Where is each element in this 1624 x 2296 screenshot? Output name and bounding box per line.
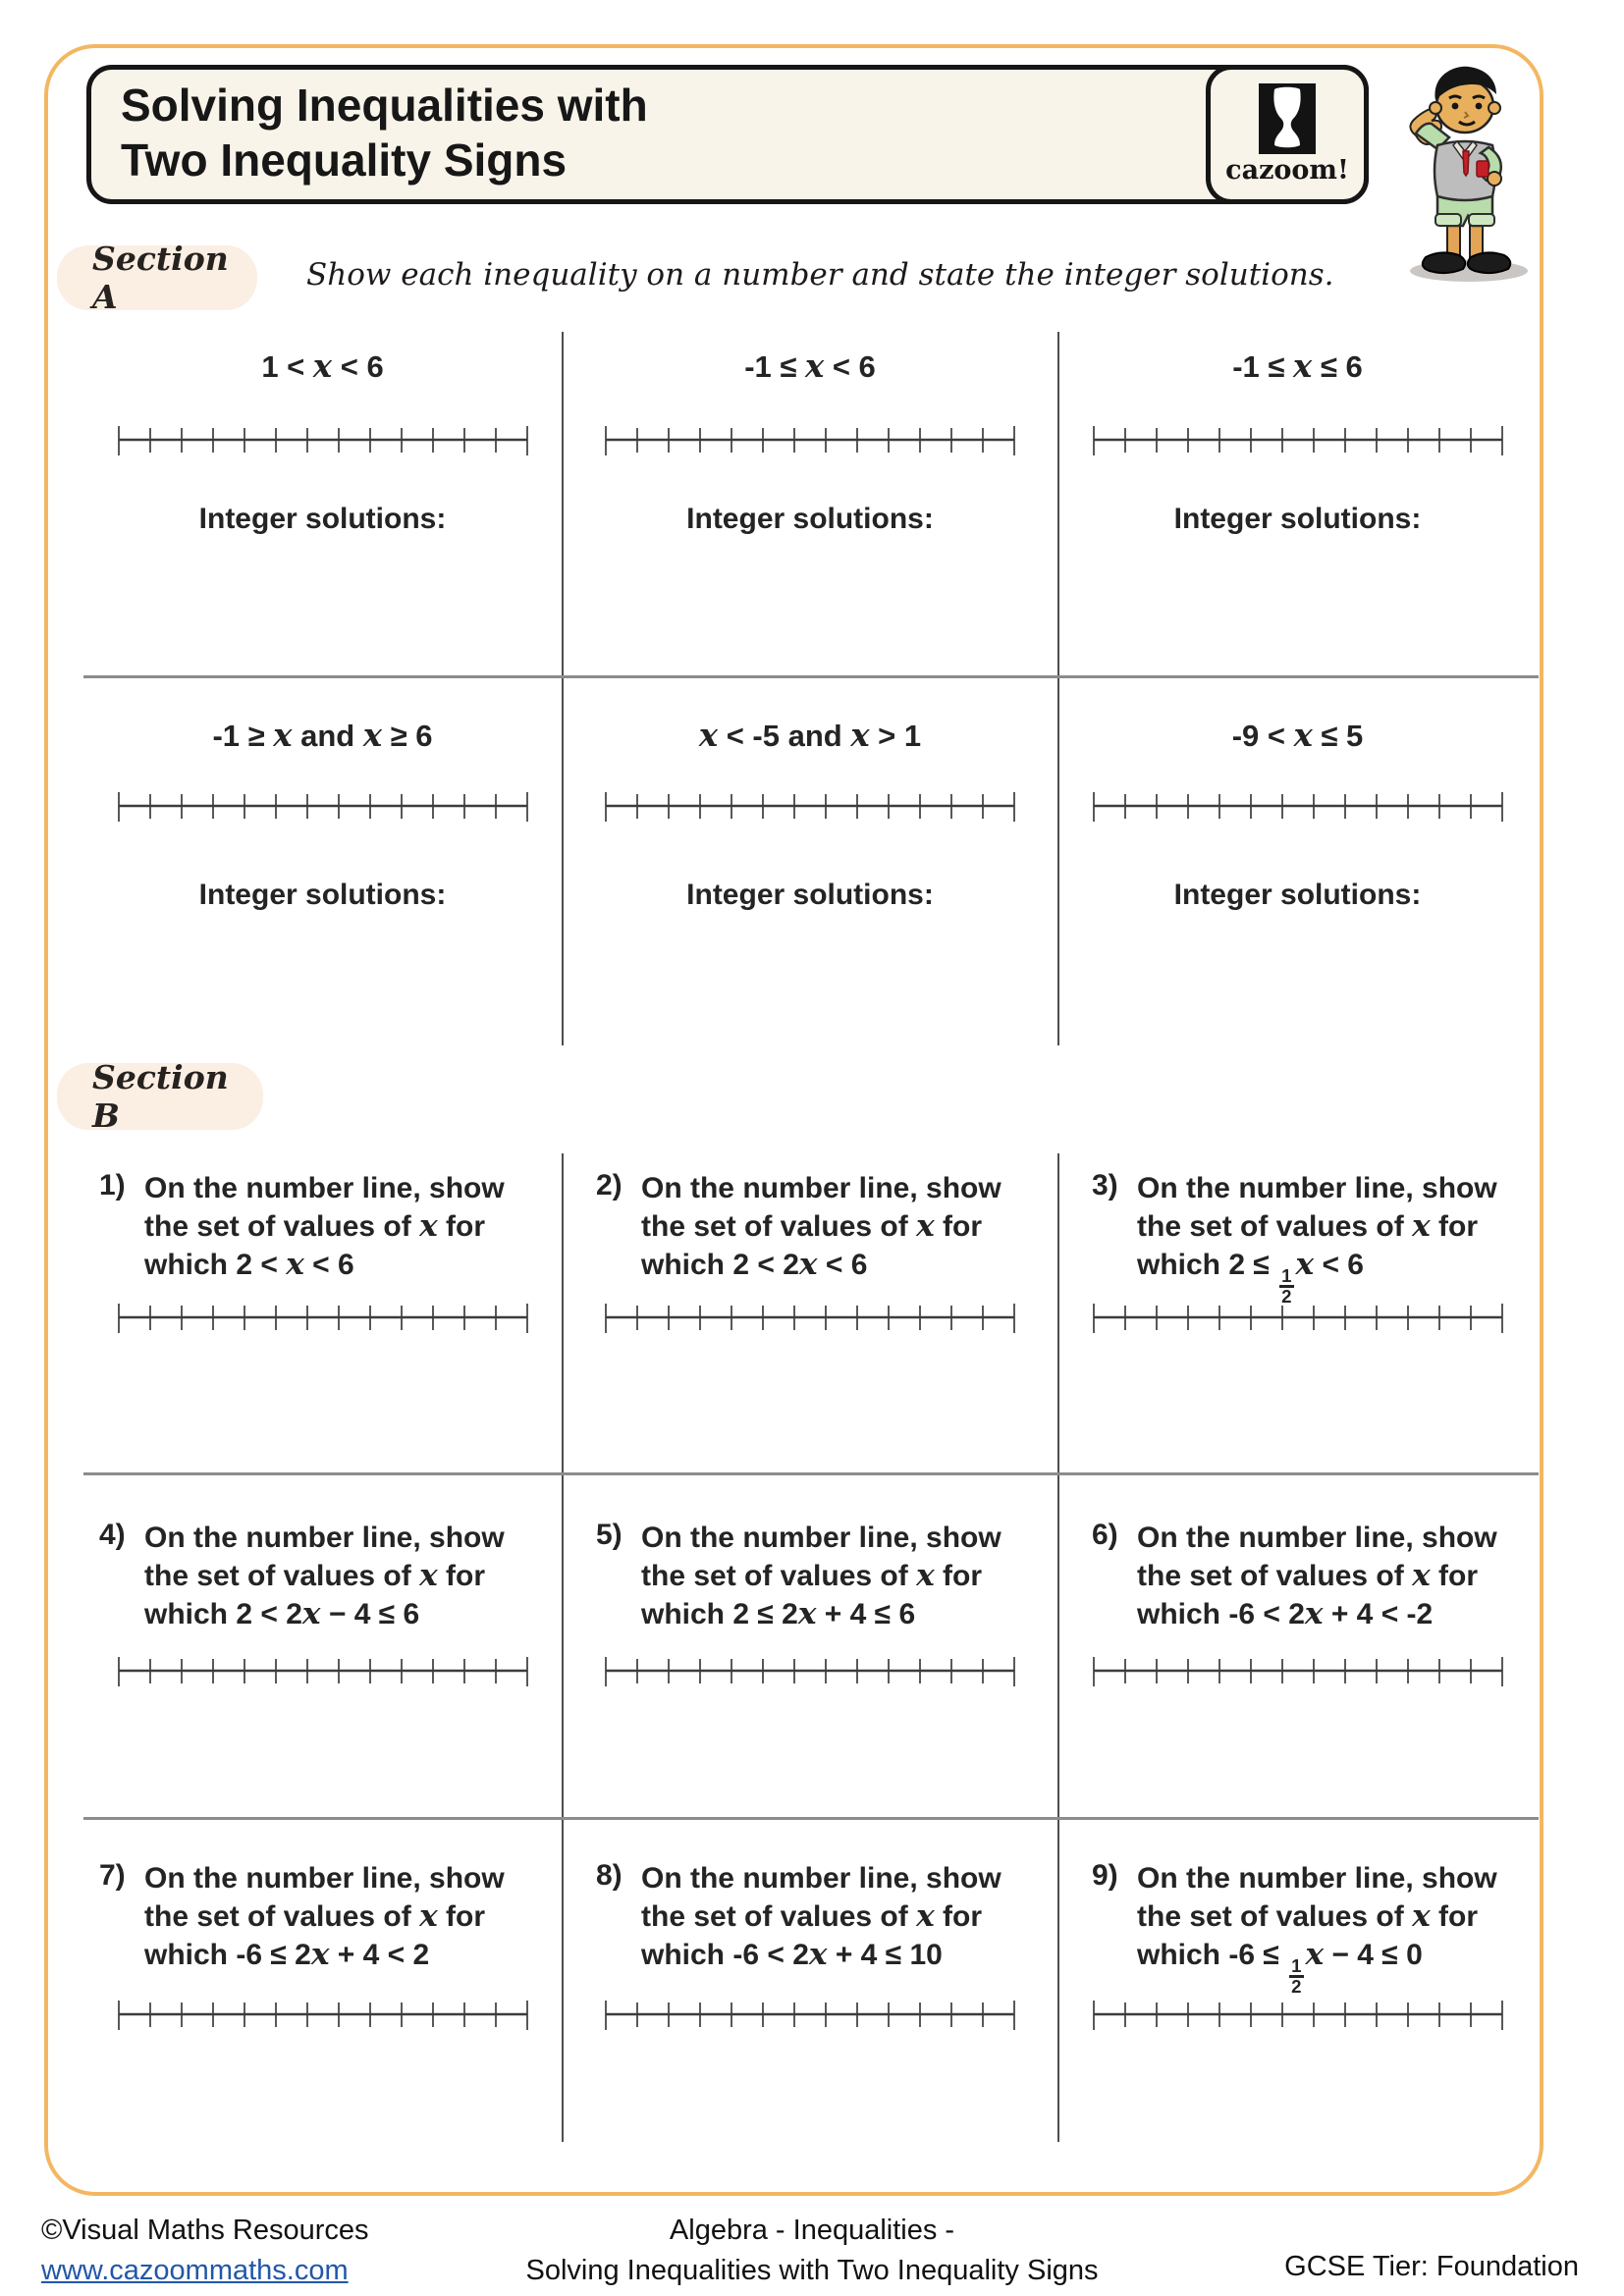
question-line2: the set of values of x for (144, 1898, 485, 1934)
number-line (1090, 1303, 1506, 1334)
question-text (1137, 1169, 1497, 1307)
question-text (144, 1519, 505, 1633)
question-line1: On the number line, show (1137, 1172, 1497, 1204)
section-b-question-5 (563, 1473, 1057, 1817)
question-text (641, 1859, 1001, 1974)
number-line (602, 791, 1018, 823)
copyright-text: ©Visual Maths Resources (41, 2215, 369, 2246)
integer-solutions-label: Integer solutions: (198, 879, 447, 911)
question-line2: the set of values of x for (1137, 1558, 1478, 1593)
question-number: 2) (596, 1169, 623, 1201)
cazoom-logo (1206, 65, 1369, 204)
question-condition: which 2 < x < 6 (144, 1247, 354, 1282)
question-condition: which -6 < 2x + 4 < -2 (1137, 1596, 1434, 1631)
number-line (1090, 2000, 1506, 2031)
section-b-question-2 (563, 1153, 1057, 1472)
question-line2: the set of values of x for (1137, 1208, 1478, 1244)
website-link[interactable]: www.cazoommaths.com (41, 2255, 349, 2286)
question-line1: On the number line, show (641, 1522, 1001, 1554)
number-line (1090, 791, 1506, 823)
question-condition: which 2 < 2x − 4 ≤ 6 (144, 1596, 420, 1631)
number-line (602, 1303, 1018, 1334)
question-line1: On the number line, show (144, 1522, 505, 1554)
integer-solutions-label: Integer solutions: (198, 503, 447, 535)
footer-worksheet-name: Solving Inequalities with Two Inequality Signs (525, 2255, 1099, 2286)
footer-topic: Algebra - Inequalities - (669, 2215, 955, 2246)
section-b-question-1 (83, 1153, 562, 1472)
question-line1: On the number line, show (641, 1862, 1001, 1895)
section-a-problem-6 (1058, 677, 1537, 1019)
question-line2: the set of values of x for (641, 1208, 982, 1244)
inequality-text: -1 ≥ x and x ≥ 6 (212, 717, 433, 754)
inequality-text: -1 ≤ x ≤ 6 (1232, 347, 1363, 385)
question-line2: the set of values of x for (144, 1558, 485, 1593)
number-line (115, 791, 531, 823)
number-line (602, 2000, 1018, 2031)
question-text (1137, 1859, 1497, 1997)
number-line (115, 1303, 531, 1334)
question-number: 9) (1092, 1859, 1118, 1892)
question-line1: On the number line, show (144, 1172, 505, 1204)
question-line1: On the number line, show (144, 1862, 505, 1895)
question-text (641, 1519, 1001, 1633)
question-text (144, 1169, 505, 1284)
question-number: 3) (1092, 1169, 1118, 1201)
question-line1: On the number line, show (1137, 1522, 1497, 1554)
question-number: 4) (99, 1519, 126, 1551)
question-condition: which 2 < 2x < 6 (641, 1247, 868, 1282)
section-b-question-3 (1058, 1153, 1537, 1472)
inequality-text: 1 < x < 6 (261, 347, 384, 385)
footer-tier: GCSE Tier: Foundation (1284, 2251, 1579, 2282)
section-a-label-text: Section A (92, 240, 229, 316)
number-line (115, 1656, 531, 1687)
question-condition: which -6 ≤ $\frac{1}{2}$ x − 4 ≤ 0 (1137, 1937, 1423, 1998)
integer-solutions-label: Integer solutions: (1173, 503, 1422, 535)
section-b-question-7 (83, 1818, 562, 2142)
section-a-problem-3 (1058, 334, 1537, 675)
number-line (1090, 1656, 1506, 1687)
question-text (1137, 1519, 1497, 1633)
question-condition: which -6 < 2x + 4 ≤ 10 (641, 1937, 943, 1972)
section-a-label (57, 240, 257, 316)
section-b-question-9 (1058, 1818, 1537, 2142)
section-b-question-6 (1058, 1473, 1537, 1817)
inequality-text: x < -5 and x > 1 (698, 717, 922, 754)
section-b-label (57, 1058, 263, 1135)
integer-solutions-label: Integer solutions: (686, 503, 934, 535)
section-a-problem-2 (563, 334, 1057, 675)
question-line2: the set of values of x for (641, 1898, 982, 1934)
question-line2: the set of values of x for (641, 1558, 982, 1593)
title-bar (86, 65, 1369, 204)
cazoom-goblet-icon (1259, 83, 1316, 154)
number-line (602, 1656, 1018, 1687)
section-a-problem-1 (83, 334, 562, 675)
page-title (121, 78, 648, 187)
page-title-line2: Two Inequality Signs (121, 134, 568, 186)
question-line2: the set of values of x for (1137, 1898, 1478, 1934)
section-b-question-8 (563, 1818, 1057, 2142)
page-title-line1: Solving Inequalities with (121, 80, 648, 131)
question-line1: On the number line, show (1137, 1862, 1497, 1895)
number-line (115, 425, 531, 456)
question-number: 5) (596, 1519, 623, 1551)
cazoom-logo-text: cazoom! (1225, 155, 1349, 186)
mascot-boy-illustration (1386, 51, 1536, 289)
question-number: 6) (1092, 1519, 1118, 1551)
inequality-text: -1 ≤ x < 6 (744, 347, 876, 385)
question-line1: On the number line, show (641, 1172, 1001, 1204)
number-line (602, 425, 1018, 456)
inequality-text: -9 < x ≤ 5 (1231, 717, 1364, 754)
number-line (115, 2000, 531, 2031)
question-number: 8) (596, 1859, 623, 1892)
question-line2: the set of values of x for (144, 1208, 485, 1244)
number-line (1090, 425, 1506, 456)
section-a-problem-5 (563, 677, 1057, 1019)
integer-solutions-label: Integer solutions: (1173, 879, 1422, 911)
question-condition: which -6 ≤ 2x + 4 < 2 (144, 1937, 430, 1972)
section-b-question-4 (83, 1473, 562, 1817)
question-number: 7) (99, 1859, 126, 1892)
question-text (144, 1859, 505, 1974)
question-condition: which 2 ≤ 2x + 4 ≤ 6 (641, 1596, 916, 1631)
question-text (641, 1169, 1001, 1284)
question-condition: which 2 ≤ $\frac{1}{2}$ x < 6 (1137, 1247, 1364, 1308)
section-b-label-text: Section B (92, 1058, 229, 1135)
integer-solutions-label: Integer solutions: (686, 879, 934, 911)
question-number: 1) (99, 1169, 126, 1201)
section-a-problem-4 (83, 677, 562, 1019)
section-a-instruction: Show each inequality on a number and state the integer solutions. (306, 257, 1334, 293)
